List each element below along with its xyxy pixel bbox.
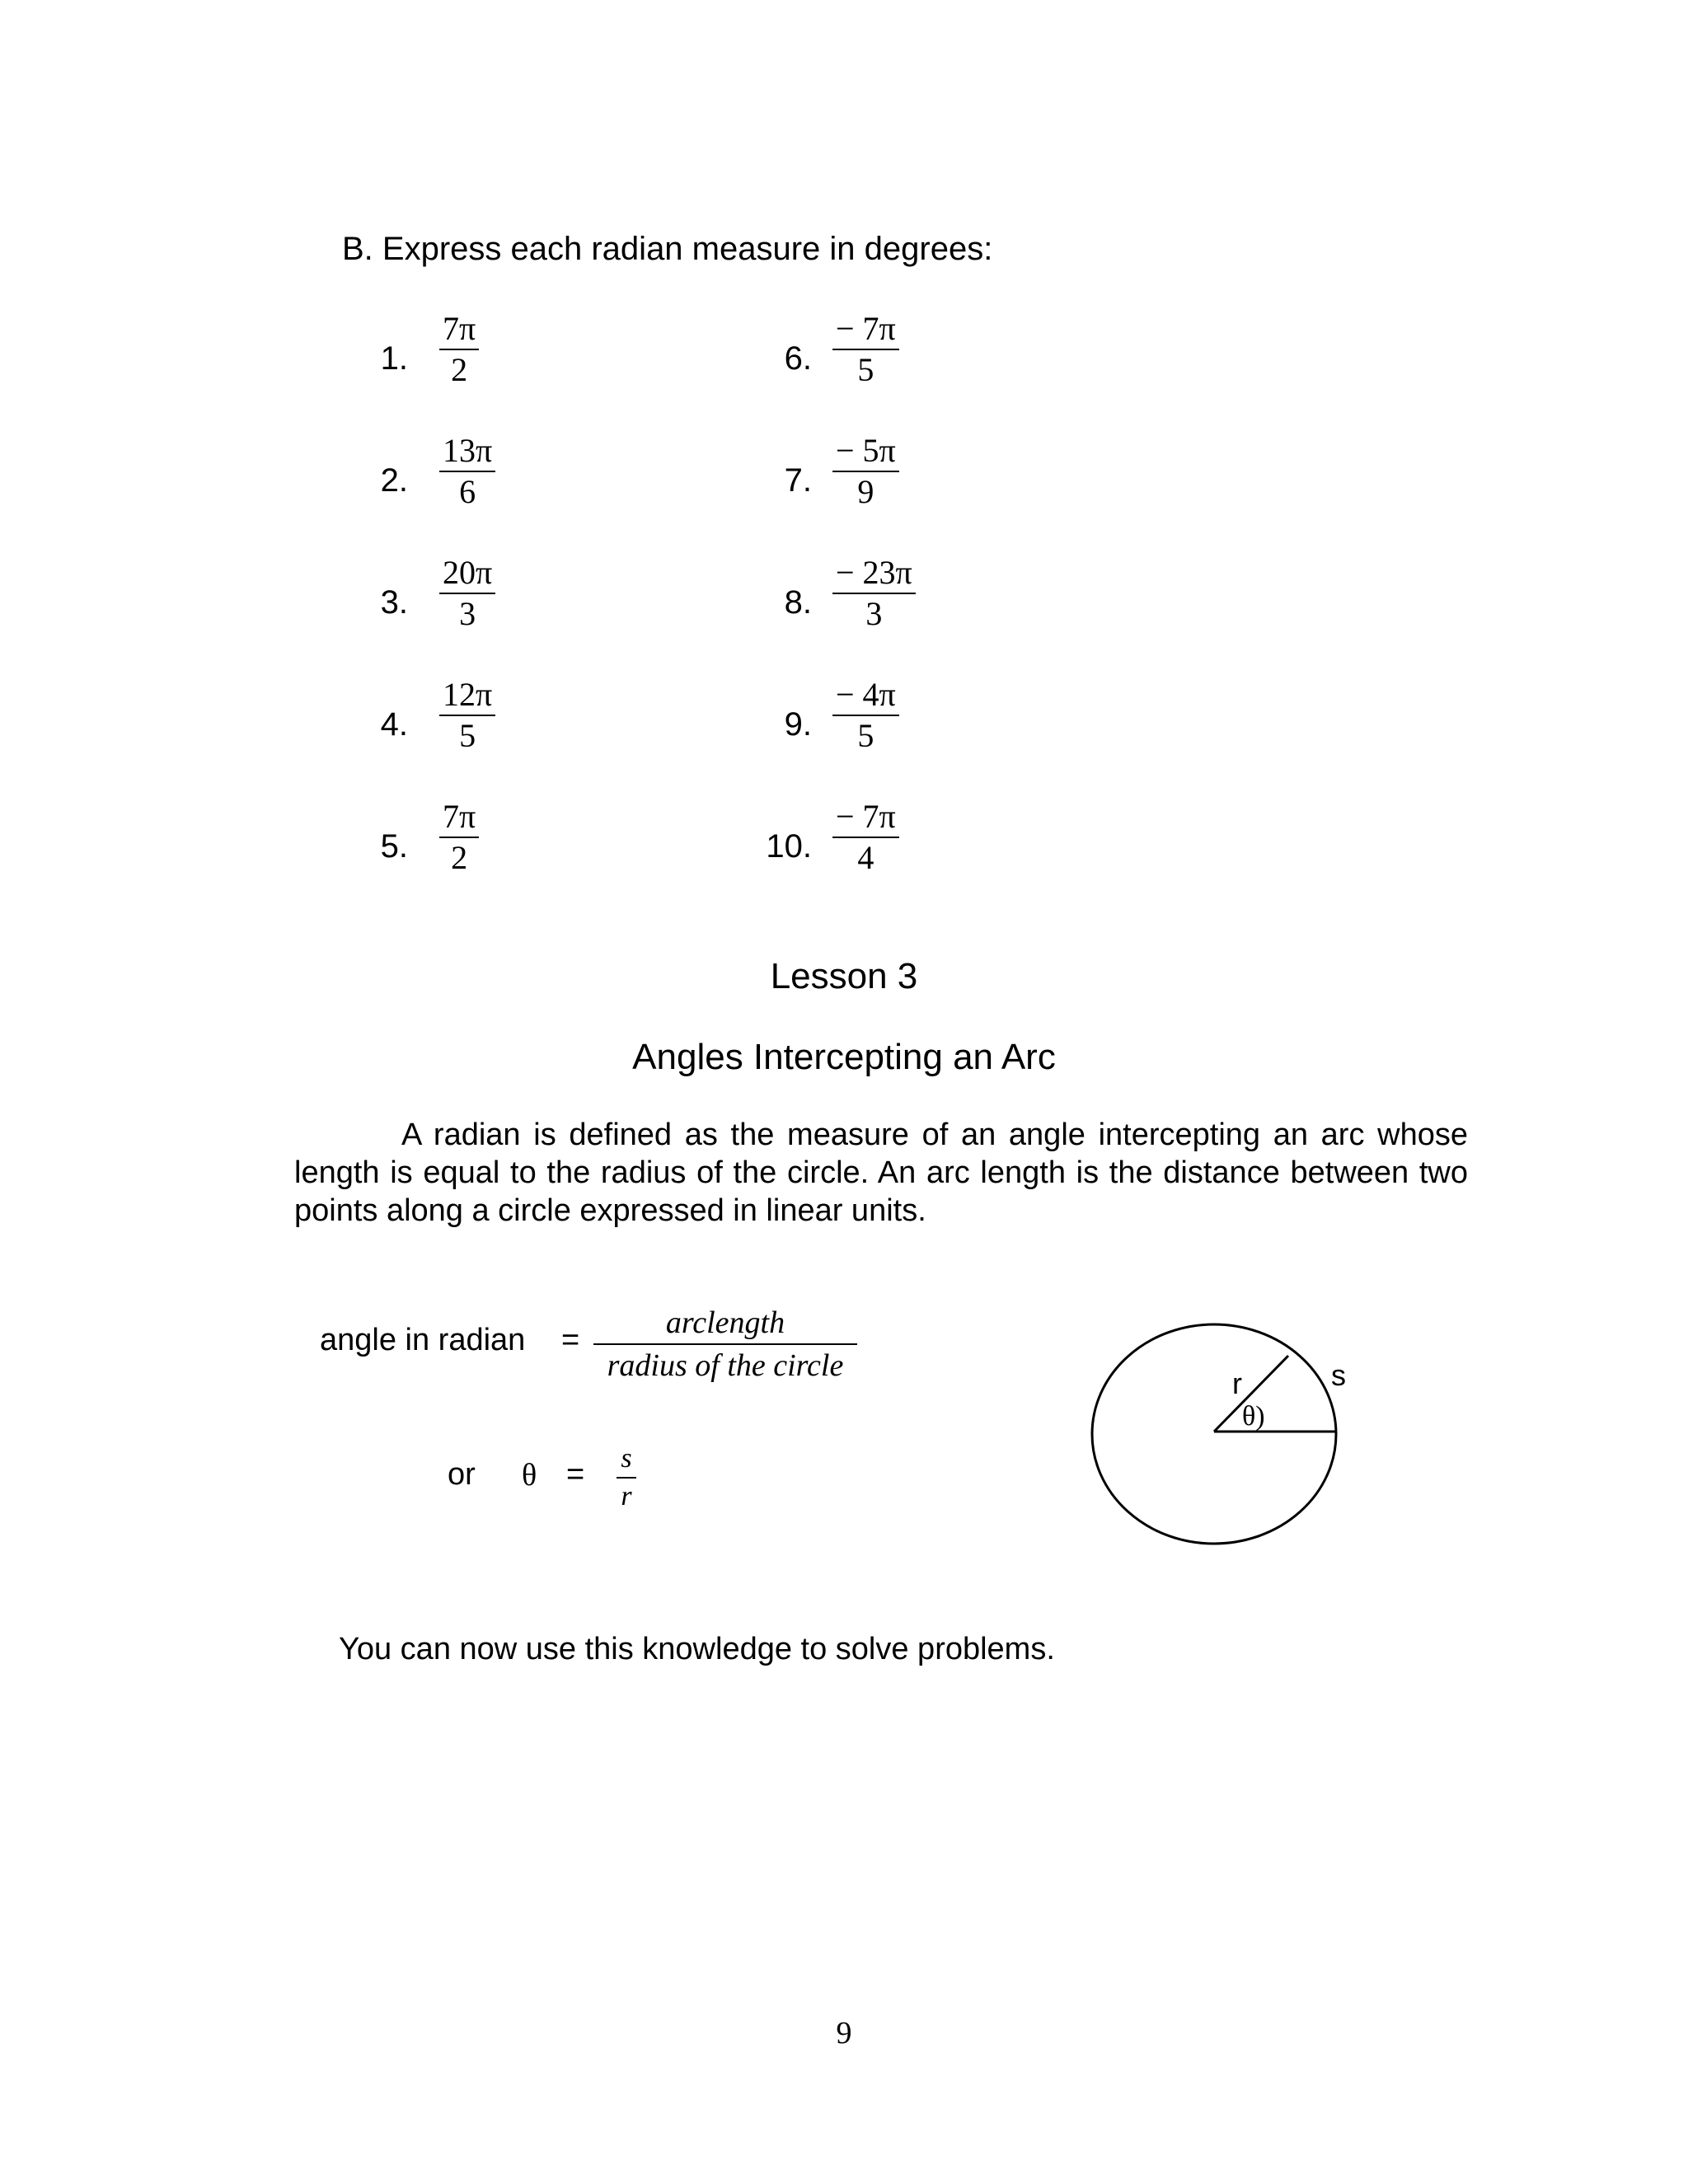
exercise-item-5: [326, 797, 523, 896]
exercise-item-9: [729, 675, 944, 774]
fraction-denominator: 2: [451, 839, 468, 876]
fraction-numerator: 20π: [443, 554, 493, 591]
equals-sign-2: =: [566, 1457, 585, 1492]
circle-diagram-svg: [1080, 1319, 1385, 1566]
or-label: or: [448, 1457, 476, 1492]
exercise-fraction: [832, 431, 899, 512]
fraction-denominator: 6: [459, 473, 476, 510]
fraction-numerator: − 7π: [836, 310, 896, 347]
exercise-fraction: [832, 553, 916, 634]
exercise-number: 8.: [784, 584, 812, 621]
exercise-fraction: [439, 553, 495, 634]
exercise-number: 1.: [380, 340, 408, 377]
fraction-numerator: − 7π: [836, 798, 896, 835]
fraction-denominator: 3: [459, 595, 476, 632]
fraction-bar: [617, 1477, 636, 1479]
exercise-fraction: [832, 309, 899, 390]
exercise-number: 2.: [380, 462, 408, 499]
exercise-number: 3.: [380, 584, 408, 621]
fraction-denominator: 5: [857, 717, 874, 754]
formula-label: angle in radian: [320, 1323, 526, 1357]
exercise-number: 5.: [380, 828, 408, 865]
page-number: 9: [836, 2016, 852, 2050]
exercise-item-3: [326, 553, 523, 652]
fraction-denominator: 5: [459, 717, 476, 754]
exercise-item-10: [729, 797, 944, 896]
fraction-denominator: 4: [857, 839, 874, 876]
fraction-numerator: − 5π: [836, 432, 896, 469]
r-denominator: r: [621, 1481, 632, 1511]
fraction-numerator: 13π: [443, 432, 493, 469]
exercise-number: 7.: [784, 462, 812, 499]
fraction-denominator: 3: [865, 595, 883, 632]
section-b-heading: B. Express each radian measure in degrees:: [342, 231, 993, 267]
exercise-fraction: [439, 431, 495, 512]
lesson-paragraph: A radian is defined as the measure of an angle intercepting an arc whose length is equal to the radius of the circle. An arc length is the distance between two points along a circle expressed in linear units.: [294, 1118, 1468, 1228]
exercise-item-7: [729, 431, 944, 530]
fraction-numerator: 7π: [443, 310, 476, 347]
angle-label: θ): [1242, 1401, 1265, 1432]
exercise-fraction: [832, 675, 899, 756]
radius-label: r: [1232, 1366, 1242, 1400]
fraction-numerator: − 23π: [836, 554, 912, 591]
lesson-number: Lesson 3: [770, 956, 918, 996]
exercise-number: 9.: [784, 706, 812, 743]
fraction-denominator: 9: [857, 473, 874, 510]
exercise-fraction: [832, 797, 899, 878]
fraction-numerator: − 4π: [836, 676, 896, 713]
s-numerator: s: [621, 1443, 632, 1474]
exercise-number: 4.: [380, 706, 408, 743]
exercise-item-8: [729, 553, 944, 652]
theta-symbol: θ: [522, 1458, 537, 1493]
fraction-numerator: 12π: [443, 676, 493, 713]
formula-numerator: arclength: [665, 1305, 785, 1340]
circle-outline: [1092, 1324, 1336, 1544]
exercise-fraction: [439, 797, 479, 878]
exercise-fraction: [439, 675, 495, 756]
fraction-denominator: 5: [857, 351, 874, 388]
formula-fraction: [593, 1302, 857, 1386]
lesson-title: Angles Intercepting an Arc: [632, 1037, 1056, 1077]
circle-diagram: [1080, 1319, 1385, 1570]
exercise-item-2: [326, 431, 523, 530]
exercise-item-4: [326, 675, 523, 774]
fraction-denominator: 2: [451, 351, 468, 388]
s-over-r-fraction: [617, 1444, 636, 1511]
exercise-number: 10.: [766, 828, 812, 865]
equals-sign: =: [561, 1323, 580, 1357]
exercise-fraction: [439, 309, 479, 390]
arc-label: s: [1331, 1358, 1346, 1392]
formula-denominator: radius of the circle: [607, 1348, 844, 1383]
closing-sentence: You can now use this knowledge to solve problems.: [339, 1632, 1055, 1666]
exercise-item-6: [729, 309, 944, 408]
exercise-number: 6.: [784, 340, 812, 377]
exercise-item-1: [326, 309, 523, 408]
fraction-numerator: 7π: [443, 798, 476, 835]
